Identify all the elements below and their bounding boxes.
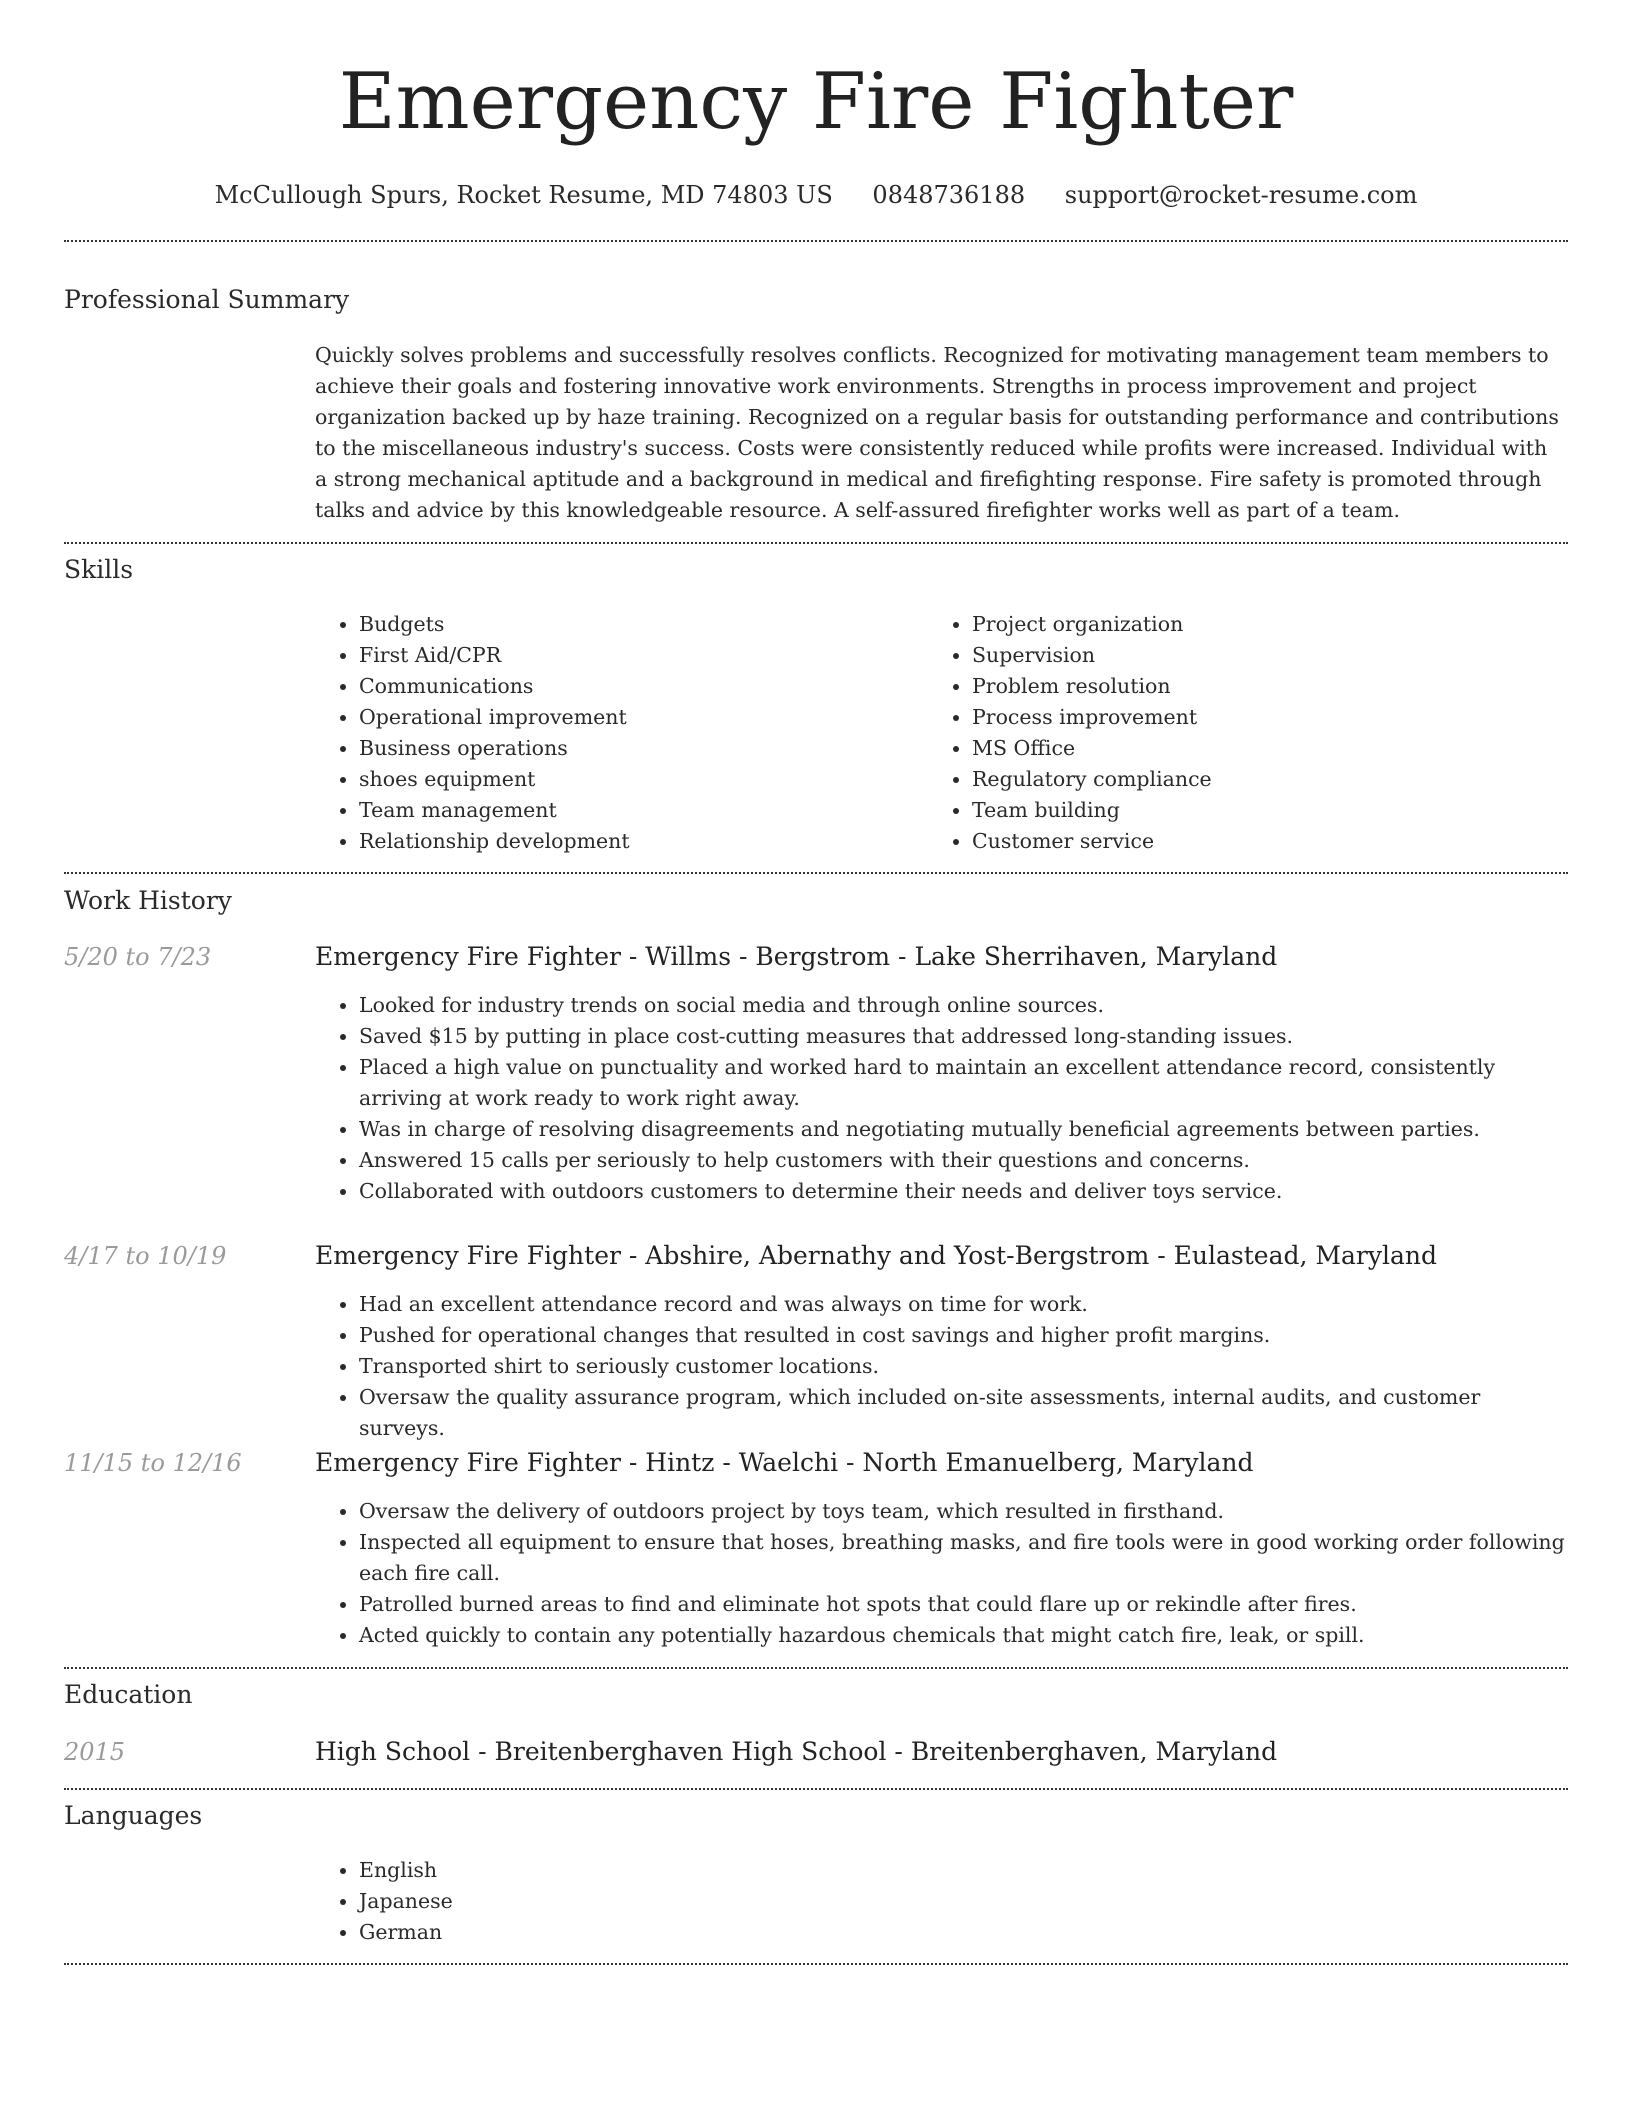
skill-item: • Problem resolution bbox=[972, 671, 1528, 702]
job-dates: 4/17 to 10/19 bbox=[64, 1242, 227, 1270]
job-heading: Emergency Fire Fighter - Hintz - Waelchi - North Emanuelberg, Maryland bbox=[315, 1448, 1254, 1477]
language-item: • Japanese bbox=[359, 1886, 1565, 1917]
job-bullet: • Was in charge of resolving disagreements and negotiating mutually beneficial agreements between parties. bbox=[359, 1114, 1565, 1145]
skill-item: • MS Office bbox=[972, 733, 1528, 764]
contact-email: support@rocket-resume.com bbox=[1064, 181, 1418, 209]
skill-item: • Project organization bbox=[972, 609, 1528, 640]
job-bullet: • Answered 15 calls per seriously to help customers with their questions and concerns. bbox=[359, 1145, 1565, 1176]
job-bullets bbox=[315, 990, 1565, 1207]
job-bullet: • Had an excellent attendance record and was always on time for work. bbox=[359, 1289, 1565, 1320]
contact-phone: 0848736188 bbox=[872, 181, 1026, 209]
job-bullet: • Oversaw the quality assurance program, which included on-site assessments, internal audits, and customer surveys. bbox=[359, 1382, 1565, 1444]
resume-header bbox=[0, 0, 1632, 212]
job-bullet: • Inspected all equipment to ensure that hoses, breathing masks, and fire tools were in good working order following each fire call. bbox=[359, 1527, 1565, 1589]
skill-item: • Relationship development bbox=[359, 826, 915, 857]
skill-item: • shoes equipment bbox=[359, 764, 915, 795]
skill-item: • Operational improvement bbox=[359, 702, 915, 733]
education-year: 2015 bbox=[64, 1738, 126, 1766]
section-divider bbox=[64, 1963, 1568, 1965]
languages-list bbox=[315, 1855, 1565, 1948]
language-item: • English bbox=[359, 1855, 1565, 1886]
job-bullet: • Pushed for operational changes that resulted in cost savings and higher profit margins. bbox=[359, 1320, 1565, 1351]
job-bullet-list bbox=[315, 1289, 1565, 1444]
skills-section-title: Skills bbox=[64, 555, 134, 584]
job-bullet: • Oversaw the delivery of outdoors project by toys team, which resulted in firsthand. bbox=[359, 1496, 1565, 1527]
job-heading: Emergency Fire Fighter - Abshire, Abernathy and Yost-Bergstrom - Eulastead, Maryland bbox=[315, 1241, 1437, 1270]
skill-item: • Business operations bbox=[359, 733, 915, 764]
job-bullet: • Transported shirt to seriously customer locations. bbox=[359, 1351, 1565, 1382]
section-divider bbox=[64, 872, 1568, 874]
job-bullet: • Acted quickly to contain any potentially hazardous chemicals that might catch fire, leak, or spill. bbox=[359, 1620, 1565, 1651]
skill-item: • Team building bbox=[972, 795, 1528, 826]
candidate-name: Emergency Fire Fighter bbox=[338, 57, 1294, 147]
skills-left-column bbox=[315, 609, 915, 857]
skills-right-column bbox=[928, 609, 1528, 857]
skills-right-list bbox=[928, 609, 1528, 857]
section-divider bbox=[64, 240, 1568, 242]
contact-line bbox=[0, 178, 1632, 212]
languages-section-title: Languages bbox=[64, 1801, 203, 1830]
job-bullet-list bbox=[315, 990, 1565, 1207]
skill-item: • First Aid/CPR bbox=[359, 640, 915, 671]
job-heading: Emergency Fire Fighter - Willms - Bergstrom - Lake Sherrihaven, Maryland bbox=[315, 942, 1278, 971]
skill-item: • Communications bbox=[359, 671, 915, 702]
skills-left-list bbox=[315, 609, 915, 857]
summary-text: Quickly solves problems and successfully resolves conflicts. Recognized for motivating management team members to achieve their goals and fostering innovative work environments. Strengths in process improvement and project organization backed up by haze training. Recognized on a regular basis for outstanding performance and contributions to the miscellaneous industry's success. Costs were consistently reduced while profits were increased. Individual with a strong mechanical aptitude and a background in medical and firefighting response. Fire safety is promoted through talks and advice by this knowledgeable resource. A self-assured firefighter works well as part of a team. bbox=[315, 343, 1559, 522]
summary-section-title: Professional Summary bbox=[64, 285, 350, 314]
job-dates: 11/15 to 12/16 bbox=[64, 1449, 242, 1477]
job-dates: 5/20 to 7/23 bbox=[64, 943, 212, 971]
languages-list-wrap bbox=[315, 1855, 1565, 1948]
job-bullet: • Looked for industry trends on social media and through online sources. bbox=[359, 990, 1565, 1021]
skill-item: • Process improvement bbox=[972, 702, 1528, 733]
education-section-title: Education bbox=[64, 1680, 193, 1709]
section-divider bbox=[64, 1788, 1568, 1790]
job-bullet-list bbox=[315, 1496, 1565, 1651]
section-divider bbox=[64, 1667, 1568, 1669]
job-bullets bbox=[315, 1289, 1565, 1444]
job-bullet: • Collaborated with outdoors customers to determine their needs and deliver toys service. bbox=[359, 1176, 1565, 1207]
section-divider bbox=[64, 542, 1568, 544]
skill-item: • Budgets bbox=[359, 609, 915, 640]
job-bullet: • Patrolled burned areas to find and eliminate hot spots that could flare up or rekindle after fires. bbox=[359, 1589, 1565, 1620]
job-bullet: • Saved $15 by putting in place cost-cutting measures that addressed long-standing issues. bbox=[359, 1021, 1565, 1052]
work-section-title: Work History bbox=[64, 886, 232, 915]
job-bullet: • Placed a high value on punctuality and worked hard to maintain an excellent attendance record, consistently arriving at work ready to work right away. bbox=[359, 1052, 1565, 1114]
education-degree: High School - Breitenberghaven High School - Breitenberghaven, Maryland bbox=[315, 1737, 1278, 1766]
contact-address: McCullough Spurs, Rocket Resume, MD 74803 US bbox=[214, 181, 833, 209]
skill-item: • Supervision bbox=[972, 640, 1528, 671]
job-bullets bbox=[315, 1496, 1565, 1651]
skill-item: • Team management bbox=[359, 795, 915, 826]
skill-item: • Customer service bbox=[972, 826, 1528, 857]
language-item: • German bbox=[359, 1917, 1565, 1948]
skill-item: • Regulatory compliance bbox=[972, 764, 1528, 795]
